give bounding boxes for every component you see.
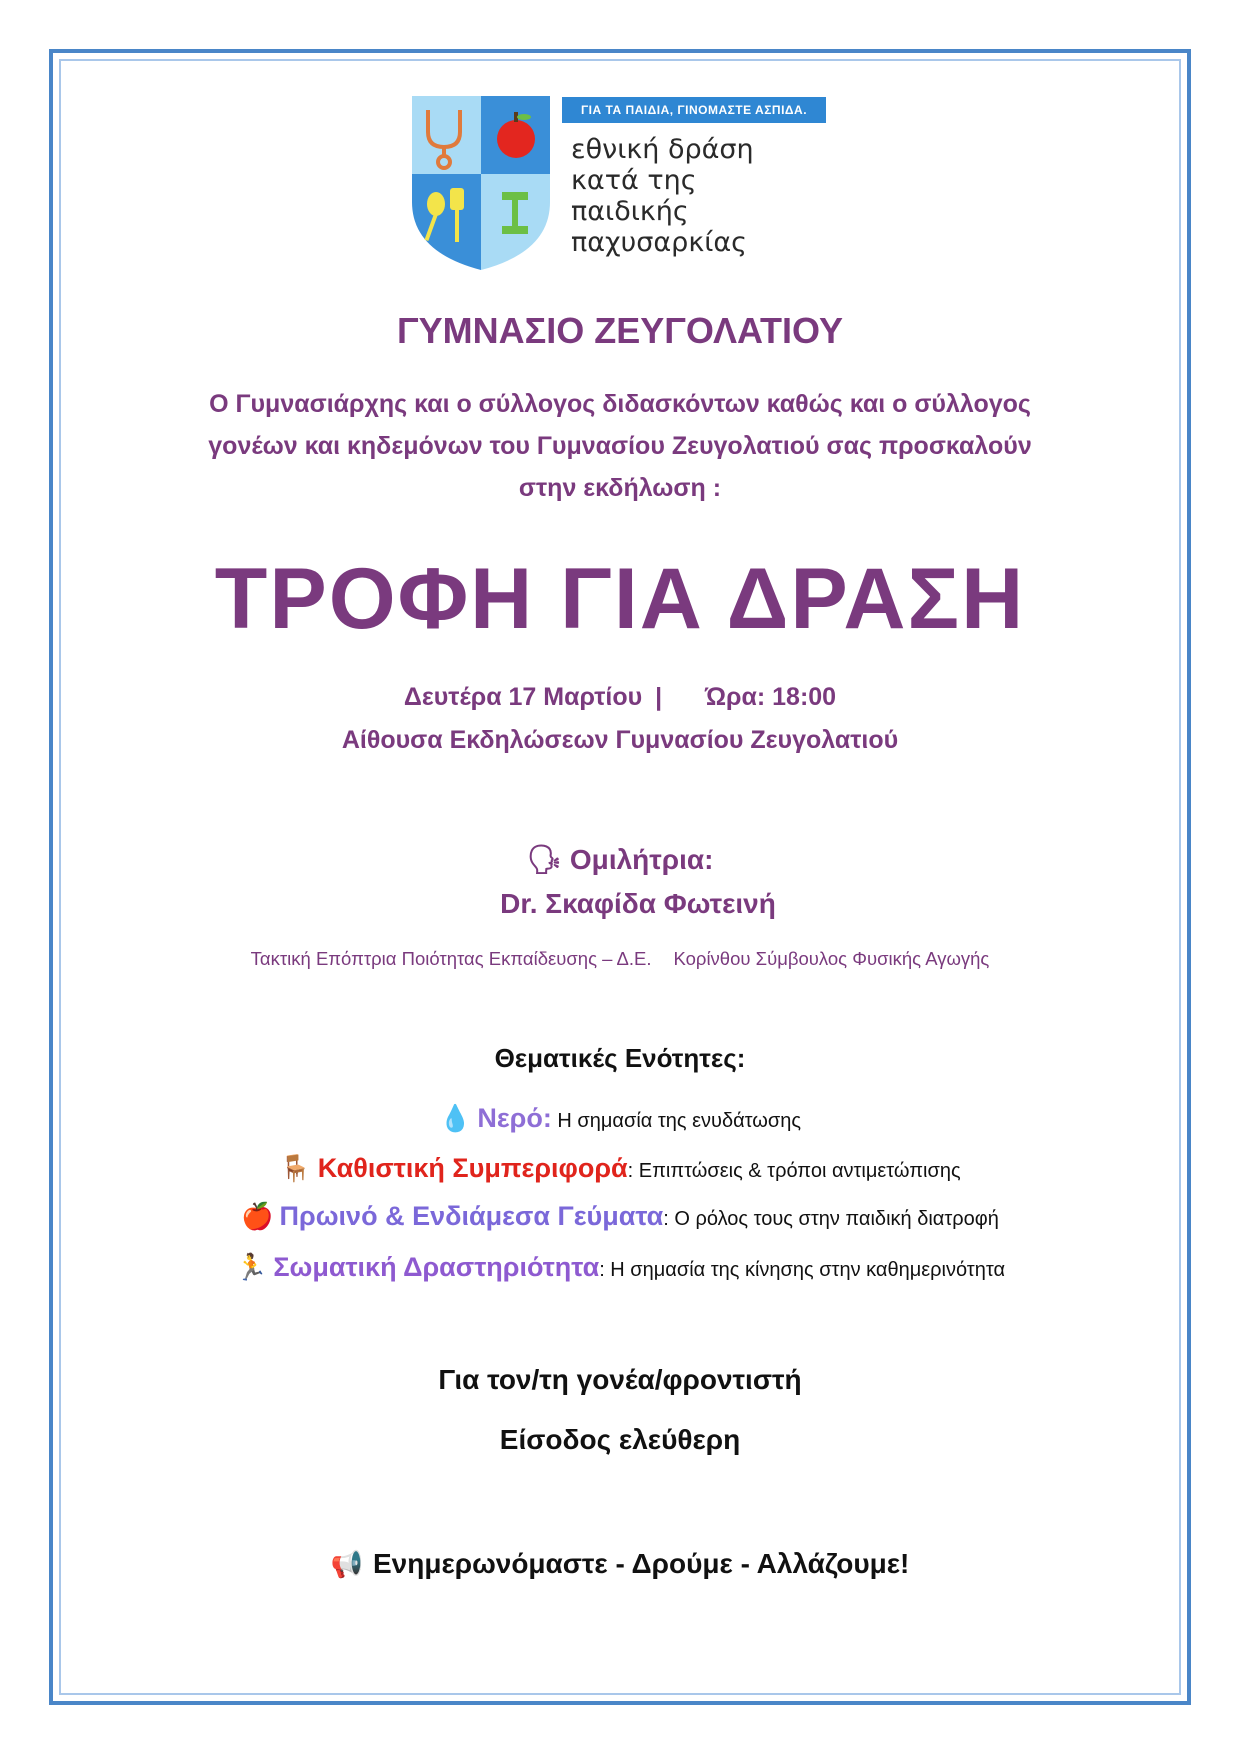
topic-title: Σωματική Δραστηριότητα [273,1252,600,1282]
topic-separator: : [627,1160,634,1182]
speaker-heading-label: Ομιλήτρια: [569,844,714,875]
themes-heading: Θεματικές Ενότητες: [494,1043,746,1073]
speaker-role-part: Κορίνθου Σύμβουλος Φυσικής Αγωγής [673,948,990,969]
date-separator: | [655,683,663,711]
logo-text [571,134,754,258]
shield-logo-icon [406,92,556,272]
entry-note: Είσοδος ελεύθερη [499,1424,741,1455]
speaker-role-part: Τακτική Επόπτρια Ποιότητας Εκπαίδευσης – Δ.Ε. [250,948,652,969]
logo-text-line: παχυσαρκίας [571,227,748,258]
apple-icon: 🍎 [241,1201,274,1231]
slogan-text: Ενημερωνόμαστε - Δρούμε - Αλλάζουμε! [373,1548,910,1579]
topic-description: Επιπτώσεις & τρόποι αντιμετώπισης [633,1160,961,1182]
slogan [0,1548,1240,1580]
speaker-heading [0,843,1240,876]
topic-separator: : [663,1208,669,1230]
topic-title: Νερό: [477,1103,552,1133]
speaker-name: Dr. Σκαφίδα Φωτεινή [500,888,776,919]
topic-item [0,1252,1240,1283]
topic-title: Πρωινό & Ενδιάμεσα Γεύματα [279,1201,664,1231]
topic-item [0,1103,1240,1134]
logo-text-line: κατά της [571,165,697,196]
invitation-line: γονέων και κηδεμόνων του Γυμνασίου Ζευγολατιού σας προσκαλούν [208,432,1032,460]
invitation-text [0,383,1240,509]
invitation-line: στην εκδήλωση : [518,474,722,502]
logo-text-line: εθνική δράση [571,134,754,165]
invitation-line: Ο Γυμνασιάρχης και ο σύλλογος διδασκόντων καθώς και ο σύλλογος [209,390,1031,418]
chair-icon: 🪑 [279,1153,312,1183]
topic-description: Ο ρόλος τους στην παιδική διατροφή [668,1208,999,1230]
topic-description: Η σημασία της ενυδάτωσης [551,1110,801,1132]
date-time [0,683,1240,712]
topic-item [0,1201,1240,1232]
event-title: ΤΡΟΦΗ ΓΙΑ ΔΡΑΣΗ [214,551,1026,647]
logo-tagline: ΓΙΑ ΤΑ ΠΑΙΔΙΑ, ΓΙΝΟΜΑΣΤΕ ΑΣΠΙΔΑ. [562,97,826,123]
megaphone-icon: 📢 [330,1549,363,1579]
water-drop-icon: 💧 [438,1103,472,1133]
event-venue: Αίθουσα Εκδηλώσεων Γυμνασίου Ζευγολατιού [341,726,899,754]
event-time: Ώρα: 18:00 [705,683,837,711]
school-name: ΓΥΜΝΑΣΙΟ ΖΕΥΓΟΛΑΤΙΟΥ [397,310,843,351]
audience-note: Για τον/τη γονέα/φροντιστή [438,1364,802,1395]
logo-text-line: παιδικής [571,196,689,227]
topic-item [0,1153,1240,1184]
logo [406,92,826,282]
event-date: Δευτέρα 17 Μαρτίου [403,683,643,711]
speaking-head-icon: 🗣 [526,844,563,875]
runner-icon: 🏃 [234,1252,268,1282]
topic-title: Καθιστική Συμπεριφορά [317,1153,628,1183]
topic-separator: : [599,1259,605,1281]
topic-description: Η σημασία της κίνησης στην καθημερινότητα [604,1259,1006,1281]
speaker-role [0,948,1240,970]
